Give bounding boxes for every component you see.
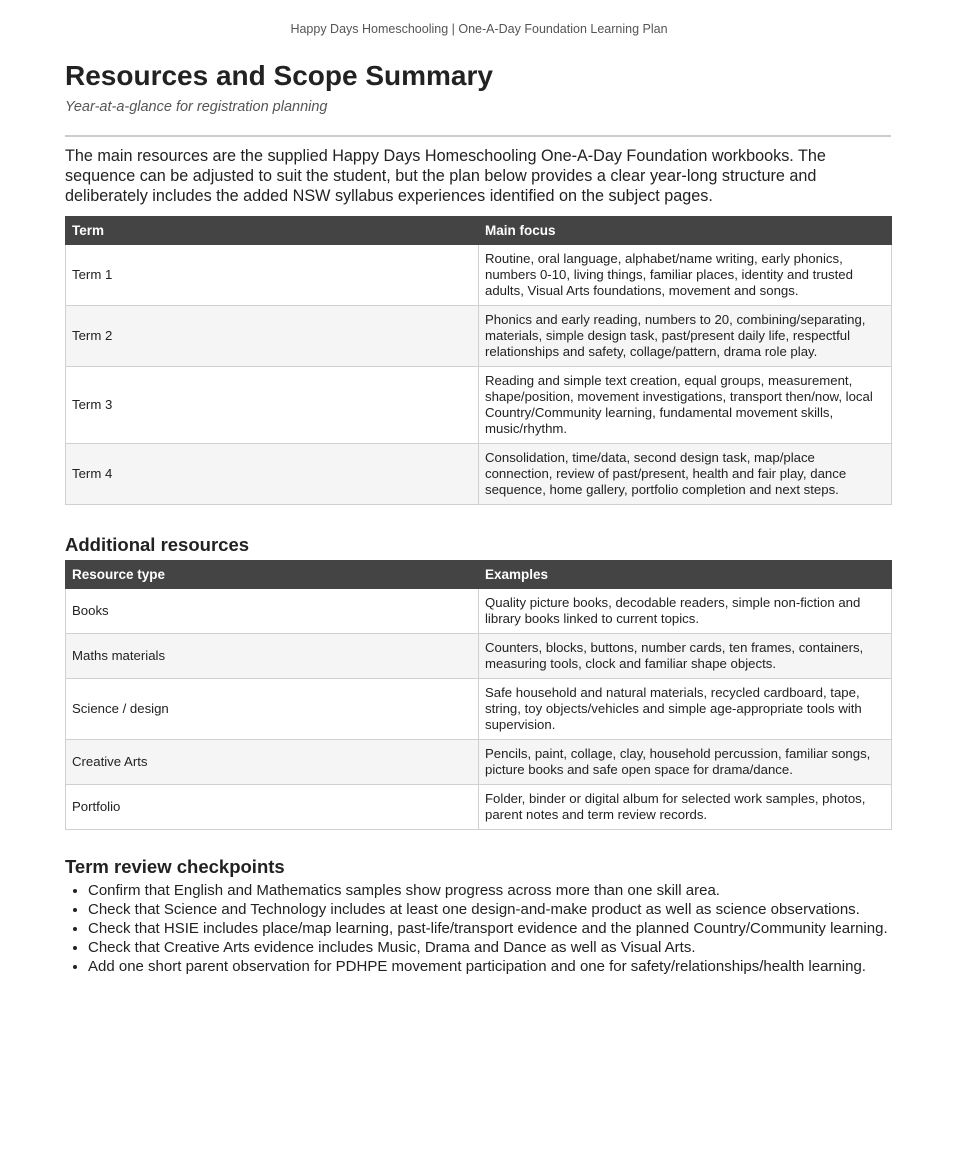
focus-cell: Consolidation, time/data, second design task, map/place connection, review of past/present, health and fair play, dance sequence, home gallery, portfolio completion and next steps.	[479, 444, 892, 505]
focus-cell: Routine, oral language, alphabet/name writing, early phonics, numbers 0-10, living things, familiar places, identity and trusted adults, Visual Arts foundations, movement and songs.	[479, 245, 892, 306]
resource-type-cell: Maths materials	[66, 634, 479, 679]
table-header-row	[66, 561, 892, 589]
page-subtitle: Year-at-a-glance for registration planning	[65, 99, 328, 115]
list-item: • Confirm that English and Mathematics samples show progress across more than one skill area.	[88, 881, 891, 900]
additional-resources-table	[65, 560, 892, 830]
term-cell: Term 1	[66, 245, 479, 306]
table-header-row	[66, 217, 892, 245]
scope-table	[65, 216, 892, 505]
examples-cell: Folder, binder or digital album for selected work samples, photos, parent notes and term review records.	[479, 785, 892, 830]
list-item: • Check that Science and Technology includes at least one design-and-make product as well as science observations.	[88, 900, 891, 919]
resource-type-cell: Portfolio	[66, 785, 479, 830]
divider	[65, 135, 891, 137]
list-item: • Check that Creative Arts evidence includes Music, Drama and Dance as well as Visual Arts.	[88, 938, 891, 957]
intro-paragraph: The main resources are the supplied Happy Days Homeschooling One-A-Day Foundation workbooks. The sequence can be adjusted to suit the student, but the plan below provides a clear year-long structure and deliberately includes the added NSW syllabus experiences identified on the subject pages.	[65, 147, 826, 205]
examples-cell: Pencils, paint, collage, clay, household percussion, familiar songs, picture books and safe open space for drama/dance.	[479, 740, 892, 785]
resource-type-cell: Books	[66, 589, 479, 634]
list-item: • Add one short parent observation for PDHPE movement participation and one for safety/relationships/health learning.	[88, 957, 891, 976]
table-row	[66, 367, 892, 444]
table-row	[66, 679, 892, 740]
resource-type-cell: Creative Arts	[66, 740, 479, 785]
term-cell: Term 3	[66, 367, 479, 444]
list-item: • Check that HSIE includes place/map learning, past-life/transport evidence and the planned Country/Community learning.	[88, 919, 891, 938]
table-row	[66, 589, 892, 634]
table-row	[66, 634, 892, 679]
checkpoint-list	[65, 881, 891, 976]
column-header-main-focus: Main focus	[479, 217, 892, 245]
table-row	[66, 444, 892, 505]
table-row	[66, 740, 892, 785]
column-header-term: Term	[66, 217, 479, 245]
column-header-examples: Examples	[479, 561, 892, 589]
page-content	[65, 58, 891, 976]
focus-cell: Reading and simple text creation, equal groups, measurement, shape/position, movement investigations, transport then/now, local Country/Community learning, fundamental movement skills, music/rhythm.	[479, 367, 892, 444]
running-header: Happy Days Homeschooling | One-A-Day Foundation Learning Plan	[290, 22, 668, 36]
column-header-resource-type: Resource type	[66, 561, 479, 589]
table-row	[66, 306, 892, 367]
resource-type-cell: Science / design	[66, 679, 479, 740]
examples-cell: Counters, blocks, buttons, number cards, ten frames, containers, measuring tools, clock and familiar shape objects.	[479, 634, 892, 679]
page-title: Resources and Scope Summary	[65, 60, 493, 91]
term-cell: Term 2	[66, 306, 479, 367]
focus-cell: Phonics and early reading, numbers to 20, combining/separating, materials, simple design task, past/present daily life, respectful relationships and safety, collage/pattern, drama role play.	[479, 306, 892, 367]
table-row	[66, 245, 892, 306]
additional-resources-heading: Additional resources	[65, 534, 250, 555]
table-row	[66, 785, 892, 830]
term-cell: Term 4	[66, 444, 479, 505]
examples-cell: Safe household and natural materials, recycled cardboard, tape, string, toy objects/vehicles and simple age-appropriate tools with supervision.	[479, 679, 892, 740]
examples-cell: Quality picture books, decodable readers, simple non-fiction and library books linked to current topics.	[479, 589, 892, 634]
term-review-heading: Term review checkpoints	[65, 856, 285, 877]
